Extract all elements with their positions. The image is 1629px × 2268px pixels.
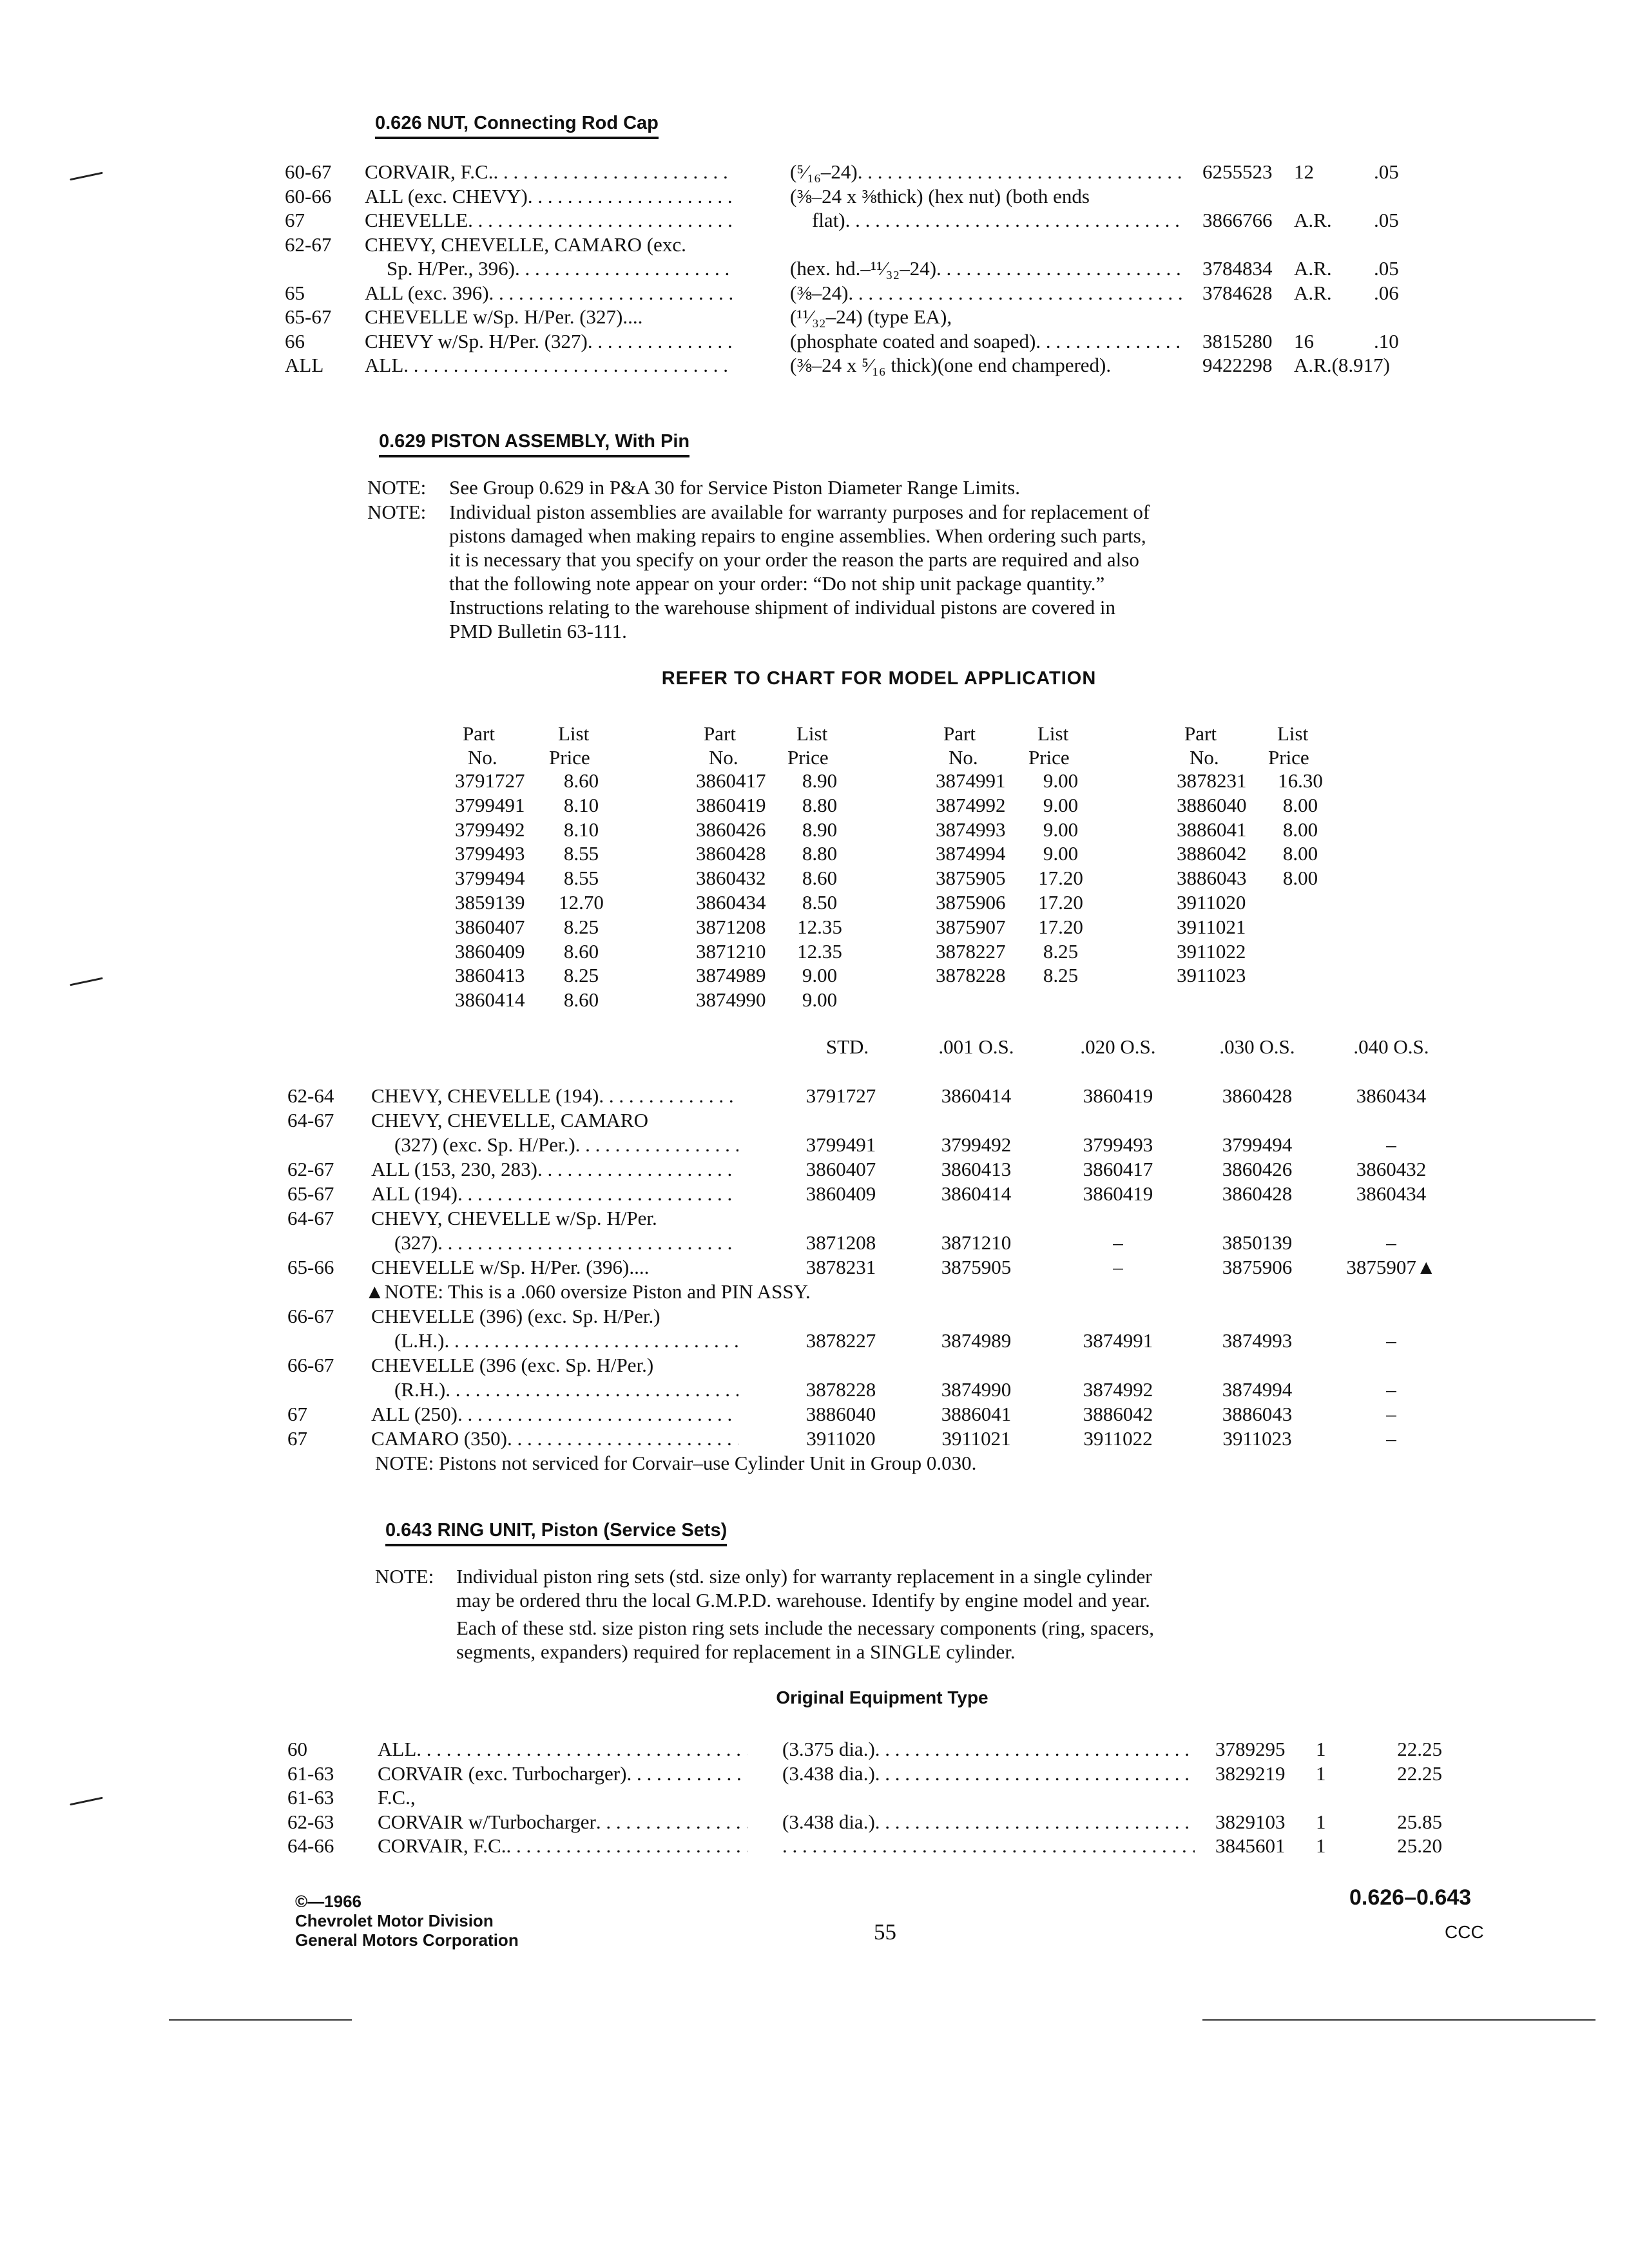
model-cell: CHEVY, CHEVELLE w/Sp. H/Per. bbox=[371, 1207, 657, 1229]
price: .10 bbox=[1374, 329, 1399, 352]
part-number: 3860434 bbox=[696, 891, 766, 914]
part-number: – bbox=[1386, 1378, 1396, 1401]
list-price: 8.10 bbox=[563, 818, 599, 841]
row-label: ALL. . . bbox=[365, 353, 732, 378]
part-header: Part bbox=[1184, 722, 1217, 745]
list-price: 12.35 bbox=[797, 915, 842, 938]
quantity: A.R. bbox=[1294, 281, 1332, 304]
part-number: 3886043 bbox=[1177, 867, 1247, 890]
year-cell: 62-64 bbox=[287, 1084, 334, 1107]
part-number: 3860434 bbox=[1356, 1084, 1427, 1107]
margin-mark bbox=[70, 977, 102, 986]
division: Chevrolet Motor Division bbox=[295, 1911, 494, 1930]
list-price: 9.00 bbox=[802, 988, 838, 1012]
part-number: 3860428 bbox=[1222, 1084, 1293, 1107]
model-cell: CHEVY, CHEVELLE, CAMARO bbox=[371, 1109, 648, 1131]
price: .05 bbox=[1374, 209, 1399, 231]
note-line: pistons damaged when making repairs to engine assemblies. When ordering such parts, bbox=[449, 524, 1146, 547]
year-cell: 60-67 bbox=[285, 160, 332, 183]
price-header: Price bbox=[1268, 746, 1309, 769]
quantity: 1 bbox=[1316, 1834, 1326, 1857]
dot-leader bbox=[515, 256, 732, 281]
part-number: 3860432 bbox=[1356, 1158, 1427, 1180]
part-number: 3799494 bbox=[455, 867, 525, 890]
quantity: 16 bbox=[1294, 329, 1314, 352]
part-number: 3874990 bbox=[696, 988, 766, 1012]
part-number: 3860428 bbox=[1222, 1182, 1293, 1205]
dot-leader bbox=[875, 1762, 1195, 1786]
dot-leader bbox=[575, 1133, 738, 1157]
group-range: 0.626–0.643 bbox=[1349, 1885, 1472, 1910]
dot-leader bbox=[445, 1378, 738, 1402]
list-price: 17.20 bbox=[1038, 891, 1083, 914]
part-number: 3791727 bbox=[455, 769, 525, 792]
price: 22.25 bbox=[1397, 1762, 1442, 1785]
part-number: 3845601 bbox=[1215, 1834, 1286, 1857]
part-number: 3875905 bbox=[941, 1256, 1012, 1278]
part-number: 3829219 bbox=[1215, 1762, 1286, 1785]
list-price: 8.25 bbox=[563, 915, 599, 938]
size-header: .030 O.S. bbox=[1219, 1035, 1295, 1058]
list-price: 8.55 bbox=[563, 842, 599, 865]
list-price: 8.00 bbox=[1282, 842, 1318, 865]
year-cell: 61-63 bbox=[287, 1762, 334, 1785]
part-number: 3799493 bbox=[455, 842, 525, 865]
year-cell: 67 bbox=[287, 1403, 307, 1425]
list-price: 8.25 bbox=[1043, 964, 1079, 987]
corvair-note: NOTE: Pistons not serviced for Corvair–use Cylinder Unit in Group 0.030. bbox=[375, 1452, 977, 1474]
price: 25.85 bbox=[1397, 1810, 1442, 1833]
part-number: 3911021 bbox=[1177, 915, 1246, 938]
part-header: No. bbox=[709, 746, 738, 769]
row-label: ALL (194). . . bbox=[371, 1182, 738, 1206]
dot-leader bbox=[489, 281, 732, 305]
part-number: – bbox=[1386, 1133, 1396, 1156]
part-number: 3850139 bbox=[1222, 1231, 1293, 1254]
part-number: 3874994 bbox=[936, 842, 1006, 865]
part-number: 3874992 bbox=[936, 793, 1006, 816]
bottom-rule bbox=[169, 2019, 352, 2021]
part-number: 3911020 bbox=[806, 1427, 876, 1450]
list-price: 8.10 bbox=[563, 793, 599, 816]
list-price: 9.00 bbox=[1043, 842, 1079, 865]
section-heading-0629: 0.629 PISTON ASSEMBLY, With Pin bbox=[379, 429, 689, 457]
row-label: ALL (exc. CHEVY). . . bbox=[365, 184, 732, 209]
desc-cell: (¹¹⁄₃₂–24) (type EA), bbox=[790, 305, 952, 328]
quantity: A.R. bbox=[1294, 257, 1332, 280]
part-number: 3871208 bbox=[805, 1231, 876, 1254]
dot-leader bbox=[936, 256, 1182, 281]
part-number: 3911023 bbox=[1177, 964, 1246, 987]
note-label: NOTE: bbox=[375, 1565, 434, 1588]
part-number: 9422298 bbox=[1202, 354, 1273, 376]
copyright: ©—1966 bbox=[295, 1892, 361, 1911]
part-number: 3860426 bbox=[696, 818, 766, 841]
price-header: Price bbox=[787, 746, 829, 769]
part-number: 3878228 bbox=[936, 964, 1006, 987]
note-label: NOTE: bbox=[367, 476, 427, 499]
part-header: Part bbox=[704, 722, 736, 745]
dot-leader bbox=[1036, 329, 1182, 354]
part-number: 3874989 bbox=[941, 1329, 1012, 1352]
part-number: 3878231 bbox=[805, 1256, 876, 1278]
part-number: 3784834 bbox=[1202, 257, 1273, 280]
note-line: that the following note appear on your order: “Do not ship unit package quantity.” bbox=[449, 572, 1105, 595]
dot-leader bbox=[493, 160, 732, 184]
row-label: CORVAIR, F.C.. . . bbox=[365, 160, 732, 184]
part-header: Part bbox=[943, 722, 976, 745]
row-label: (327). . . bbox=[394, 1231, 738, 1255]
part-number: 3911020 bbox=[1177, 891, 1246, 914]
list-price: 8.60 bbox=[563, 988, 599, 1012]
part-number: 3875906 bbox=[936, 891, 1006, 914]
part-number: 3860419 bbox=[1083, 1182, 1153, 1205]
part-number: 3860434 bbox=[1356, 1182, 1427, 1205]
part-number: 3874990 bbox=[941, 1378, 1012, 1401]
row-label: Sp. H/Per., 396). . . bbox=[387, 256, 732, 281]
part-number: 3860409 bbox=[805, 1182, 876, 1205]
dot-leader bbox=[626, 1762, 747, 1786]
part-number: 3875907▲ bbox=[1346, 1256, 1436, 1278]
list-price: 8.55 bbox=[563, 867, 599, 890]
part-number: 3860414 bbox=[941, 1182, 1012, 1205]
size-header: .001 O.S. bbox=[938, 1035, 1014, 1058]
year-cell: 61-63 bbox=[287, 1786, 334, 1809]
part-number: 3878227 bbox=[805, 1329, 876, 1352]
part-number: 3871210 bbox=[941, 1231, 1012, 1254]
dot-leader bbox=[458, 1402, 738, 1427]
dot-leader bbox=[416, 1737, 747, 1762]
list-price: 8.60 bbox=[563, 939, 599, 963]
note-line: PMD Bulletin 63-111. bbox=[449, 620, 627, 642]
row-label: (phosphate coated and soaped). . . bbox=[790, 329, 1182, 354]
year-cell: ALL bbox=[285, 354, 324, 376]
row-label: CORVAIR, F.C.. . . bbox=[378, 1834, 747, 1858]
part-header: Part bbox=[463, 722, 495, 745]
list-price: 17.20 bbox=[1038, 867, 1083, 890]
part-number: 3874991 bbox=[936, 769, 1006, 792]
dot-leader bbox=[537, 1157, 738, 1182]
part-number: 3799494 bbox=[1222, 1133, 1293, 1156]
price-header: List bbox=[1037, 722, 1069, 745]
quantity: 1 bbox=[1316, 1738, 1326, 1760]
price: 22.25 bbox=[1397, 1738, 1442, 1760]
part-number: 3886040 bbox=[805, 1403, 876, 1425]
note-text: See Group 0.629 in P&A 30 for Service Piston Diameter Range Limits. bbox=[449, 476, 1020, 499]
subsection-title: Original Equipment Type bbox=[776, 1687, 988, 1707]
part-number: 3784628 bbox=[1202, 281, 1273, 304]
part-header: No. bbox=[468, 746, 497, 769]
part-number: – bbox=[1386, 1329, 1396, 1352]
part-number: 3875905 bbox=[936, 867, 1006, 890]
margin-mark bbox=[70, 172, 102, 181]
price-header: Price bbox=[549, 746, 590, 769]
part-number: 3886041 bbox=[1177, 818, 1247, 841]
dot-leader bbox=[444, 1329, 738, 1353]
part-number: 3799492 bbox=[941, 1133, 1012, 1156]
dot-leader bbox=[848, 281, 1182, 305]
list-price: 8.50 bbox=[802, 891, 838, 914]
part-number: 3829103 bbox=[1215, 1810, 1286, 1833]
part-number: 3799491 bbox=[455, 793, 525, 816]
year-cell: 65-67 bbox=[285, 305, 332, 328]
model-cell: CHEVELLE (396 (exc. Sp. H/Per.) bbox=[371, 1354, 654, 1376]
row-label: CHEVY, CHEVELLE (194). . . bbox=[371, 1084, 738, 1108]
part-number: 3874991 bbox=[1083, 1329, 1153, 1352]
section-heading-0643: 0.643 RING UNIT, Piston (Service Sets) bbox=[385, 1518, 727, 1546]
part-number: 3911022 bbox=[1083, 1427, 1153, 1450]
dot-leader bbox=[875, 1737, 1195, 1762]
part-number: 3860417 bbox=[1083, 1158, 1153, 1180]
part-number: 3886042 bbox=[1177, 842, 1247, 865]
part-number: – bbox=[1386, 1231, 1396, 1254]
row-label: ALL (153, 230, 283). . . bbox=[371, 1157, 738, 1182]
bottom-rule bbox=[1202, 2019, 1595, 2021]
price-header: List bbox=[1277, 722, 1309, 745]
year-cell: 62-63 bbox=[287, 1810, 334, 1833]
part-number: 3911022 bbox=[1177, 939, 1246, 963]
dot-leader bbox=[403, 353, 732, 378]
year-cell: 62-67 bbox=[285, 233, 332, 256]
model-cell: CHEVELLE w/Sp. H/Per. (396).... bbox=[371, 1256, 650, 1278]
list-price: 17.20 bbox=[1038, 915, 1083, 938]
part-number: 3911021 bbox=[941, 1427, 1011, 1450]
part-number: 3860413 bbox=[455, 964, 525, 987]
row-label: ALL. . . bbox=[378, 1737, 747, 1762]
list-price: 9.00 bbox=[1043, 818, 1079, 841]
dot-leader bbox=[458, 1182, 738, 1206]
part-number: 3860407 bbox=[455, 915, 525, 938]
part-number: 3860409 bbox=[455, 939, 525, 963]
row-label: (⅜–24). . . bbox=[790, 281, 1182, 305]
row-label bbox=[782, 1834, 1195, 1858]
list-price: 8.90 bbox=[802, 818, 838, 841]
part-number: – bbox=[1113, 1256, 1123, 1278]
list-price: 8.90 bbox=[802, 769, 838, 792]
part-number: 3799493 bbox=[1083, 1133, 1153, 1156]
model-cell: CHEVELLE w/Sp. H/Per. (327).... bbox=[365, 305, 643, 328]
year-cell: 66-67 bbox=[287, 1305, 334, 1327]
part-number: 3860428 bbox=[696, 842, 766, 865]
year-cell: 64-67 bbox=[287, 1207, 334, 1229]
row-label: (hex. hd.–¹¹⁄₃₂–24). . . bbox=[790, 256, 1182, 281]
dot-leader bbox=[845, 208, 1182, 233]
row-label: ALL (exc. 396). . . bbox=[365, 281, 732, 305]
part-number: 3860417 bbox=[696, 769, 766, 792]
part-number: 3860426 bbox=[1222, 1158, 1293, 1180]
note-line: Each of these std. size piston ring sets include the necessary components (ring, spacers, bbox=[456, 1617, 1154, 1639]
quantity: 1 bbox=[1316, 1762, 1326, 1785]
part-number: 3789295 bbox=[1215, 1738, 1286, 1760]
list-price: 8.25 bbox=[1043, 939, 1079, 963]
note-line: Individual piston ring sets (std. size only) for warranty replacement in a single cylinder bbox=[456, 1565, 1152, 1588]
year-cell: 67 bbox=[287, 1427, 307, 1450]
page-number: 55 bbox=[874, 1919, 896, 1945]
section-heading-0626: 0.626 NUT, Connecting Rod Cap bbox=[375, 111, 659, 139]
corporation: General Motors Corporation bbox=[295, 1930, 519, 1950]
row-label: (R.H.). . . bbox=[394, 1378, 738, 1402]
year-cell: 65-67 bbox=[287, 1182, 334, 1205]
part-number: 3911023 bbox=[1222, 1427, 1292, 1450]
row-label: (327) (exc. Sp. H/Per.). . . bbox=[394, 1133, 738, 1157]
dot-leader bbox=[782, 1834, 1195, 1858]
price: .05 bbox=[1374, 257, 1399, 280]
note-label: NOTE: bbox=[367, 501, 427, 523]
row-label: CORVAIR w/Turbocharger. . . bbox=[378, 1810, 747, 1834]
year-cell: 62-67 bbox=[287, 1158, 334, 1180]
row-label: (L.H.). . . bbox=[394, 1329, 738, 1353]
list-price: 8.00 bbox=[1282, 867, 1318, 890]
price-header: List bbox=[558, 722, 590, 745]
note-line: may be ordered thru the local G.M.P.D. warehouse. Identify by engine model and year. bbox=[456, 1589, 1150, 1611]
part-number: 3871210 bbox=[696, 939, 766, 963]
margin-mark bbox=[70, 1797, 102, 1806]
part-header: No. bbox=[1190, 746, 1219, 769]
list-price: 9.00 bbox=[1043, 769, 1079, 792]
quantity: A.R.(8.917) bbox=[1294, 354, 1390, 376]
part-number: 3886043 bbox=[1222, 1403, 1293, 1425]
part-number: 3799491 bbox=[805, 1133, 876, 1156]
part-number: 3886041 bbox=[941, 1403, 1012, 1425]
part-number: 3791727 bbox=[805, 1084, 876, 1107]
dot-leader bbox=[599, 1084, 738, 1108]
part-number: – bbox=[1386, 1403, 1396, 1425]
part-number: – bbox=[1113, 1231, 1123, 1254]
part-number: 3878228 bbox=[805, 1378, 876, 1401]
year-cell: 65-66 bbox=[287, 1256, 334, 1278]
row-label: (3.438 dia.). . . bbox=[782, 1810, 1195, 1834]
dot-leader bbox=[596, 1810, 747, 1834]
dot-leader bbox=[875, 1810, 1195, 1834]
part-number: 3874994 bbox=[1222, 1378, 1293, 1401]
row-label: (3.438 dia.). . . bbox=[782, 1762, 1195, 1786]
part-number: 3875907 bbox=[936, 915, 1006, 938]
part-number: 3860432 bbox=[696, 867, 766, 890]
model-cell: CHEVELLE (396) (exc. Sp. H/Per.) bbox=[371, 1305, 660, 1327]
part-number: 3874992 bbox=[1083, 1378, 1153, 1401]
list-price: 12.70 bbox=[559, 891, 604, 914]
list-price: 12.35 bbox=[797, 939, 842, 963]
part-number: 3875906 bbox=[1222, 1256, 1293, 1278]
year-cell: 64-67 bbox=[287, 1109, 334, 1131]
list-price: 8.80 bbox=[802, 842, 838, 865]
oversize-note: ▲NOTE: This is a .060 oversize Piston and PIN ASSY. bbox=[365, 1280, 811, 1303]
list-price: 9.00 bbox=[802, 964, 838, 987]
part-number: 3874989 bbox=[696, 964, 766, 987]
row-label: CORVAIR (exc. Turbocharger). . . bbox=[378, 1762, 747, 1786]
row-label: (⁵⁄₁₆–24). . . bbox=[790, 160, 1182, 184]
part-number: 3886042 bbox=[1083, 1403, 1153, 1425]
row-label: CHEVELLE. . . bbox=[365, 208, 732, 233]
quantity: 12 bbox=[1294, 160, 1314, 183]
part-number: – bbox=[1386, 1427, 1396, 1450]
note-line: Individual piston assemblies are available for warranty purposes and for replacement of bbox=[449, 501, 1150, 523]
price: 25.20 bbox=[1397, 1834, 1442, 1857]
year-cell: 60-66 bbox=[285, 184, 332, 207]
model-cell: F.C., bbox=[378, 1786, 416, 1809]
part-number: 3878231 bbox=[1177, 769, 1247, 792]
part-number: 3878227 bbox=[936, 939, 1006, 963]
part-number: 3815280 bbox=[1202, 329, 1273, 352]
dot-leader bbox=[506, 1834, 747, 1858]
row-label: CHEVY w/Sp. H/Per. (327). . . bbox=[365, 329, 732, 354]
part-number: 3859139 bbox=[455, 891, 525, 914]
part-number: 3799492 bbox=[455, 818, 525, 841]
list-price: 8.00 bbox=[1282, 818, 1318, 841]
row-label: ALL (250). . . bbox=[371, 1402, 738, 1427]
year-cell: 65 bbox=[285, 281, 305, 304]
row-label: flat). . . bbox=[812, 208, 1182, 233]
quantity: 1 bbox=[1316, 1810, 1326, 1833]
code: CCC bbox=[1445, 1922, 1484, 1942]
size-header: STD. bbox=[825, 1035, 869, 1058]
note-line: segments, expanders) required for replacement in a SINGLE cylinder. bbox=[456, 1640, 1016, 1663]
part-number: 3860413 bbox=[941, 1158, 1012, 1180]
row-label: (3.375 dia.). . . bbox=[782, 1737, 1195, 1762]
list-price: 8.25 bbox=[563, 964, 599, 987]
list-price: 8.60 bbox=[563, 769, 599, 792]
year-cell: 66-67 bbox=[287, 1354, 334, 1376]
price: .06 bbox=[1374, 281, 1399, 304]
dot-leader bbox=[438, 1231, 738, 1255]
part-number: 3866766 bbox=[1202, 209, 1273, 231]
desc-cell: (⅜–24 x ⅜thick) (hex nut) (both ends bbox=[790, 184, 1090, 207]
note-line: it is necessary that you specify on your order the reason the parts are required and also bbox=[449, 548, 1139, 571]
list-price: 8.60 bbox=[802, 867, 838, 890]
part-number: 6255523 bbox=[1202, 160, 1273, 183]
chart-title: REFER TO CHART FOR MODEL APPLICATION bbox=[661, 668, 1097, 689]
part-number: 3860414 bbox=[941, 1084, 1012, 1107]
price-header: Price bbox=[1028, 746, 1070, 769]
part-number: 3860414 bbox=[455, 988, 525, 1012]
part-number: 3874993 bbox=[936, 818, 1006, 841]
dot-leader bbox=[528, 184, 732, 209]
note-line: Instructions relating to the warehouse shipment of individual pistons are covered in bbox=[449, 596, 1115, 619]
model-cell: CHEVY, CHEVELLE, CAMARO (exc. bbox=[365, 233, 686, 256]
list-price: 8.80 bbox=[802, 793, 838, 816]
desc-cell: (⅜–24 x ⁵⁄₁₆ thick)(one end champered). bbox=[790, 354, 1112, 376]
size-header: .020 O.S. bbox=[1080, 1035, 1156, 1058]
part-number: 3886040 bbox=[1177, 793, 1247, 816]
part-number: 3860419 bbox=[696, 793, 766, 816]
price: .05 bbox=[1374, 160, 1399, 183]
size-header: .040 O.S. bbox=[1353, 1035, 1429, 1058]
quantity: A.R. bbox=[1294, 209, 1332, 231]
part-header: No. bbox=[949, 746, 978, 769]
list-price: 16.30 bbox=[1278, 769, 1323, 792]
row-label: CAMARO (350). . . bbox=[371, 1427, 738, 1451]
year-cell: 66 bbox=[285, 329, 305, 352]
dot-leader bbox=[858, 160, 1182, 184]
dot-leader bbox=[468, 208, 732, 233]
part-number: 3871208 bbox=[696, 915, 766, 938]
year-cell: 60 bbox=[287, 1738, 307, 1760]
part-number: 3874993 bbox=[1222, 1329, 1293, 1352]
list-price: 8.00 bbox=[1282, 793, 1318, 816]
part-number: 3860419 bbox=[1083, 1084, 1153, 1107]
year-cell: 64-66 bbox=[287, 1834, 334, 1857]
year-cell: 67 bbox=[285, 209, 305, 231]
dot-leader bbox=[507, 1427, 738, 1451]
dot-leader bbox=[588, 329, 732, 354]
price-header: List bbox=[796, 722, 828, 745]
part-number: 3860407 bbox=[805, 1158, 876, 1180]
list-price: 9.00 bbox=[1043, 793, 1079, 816]
